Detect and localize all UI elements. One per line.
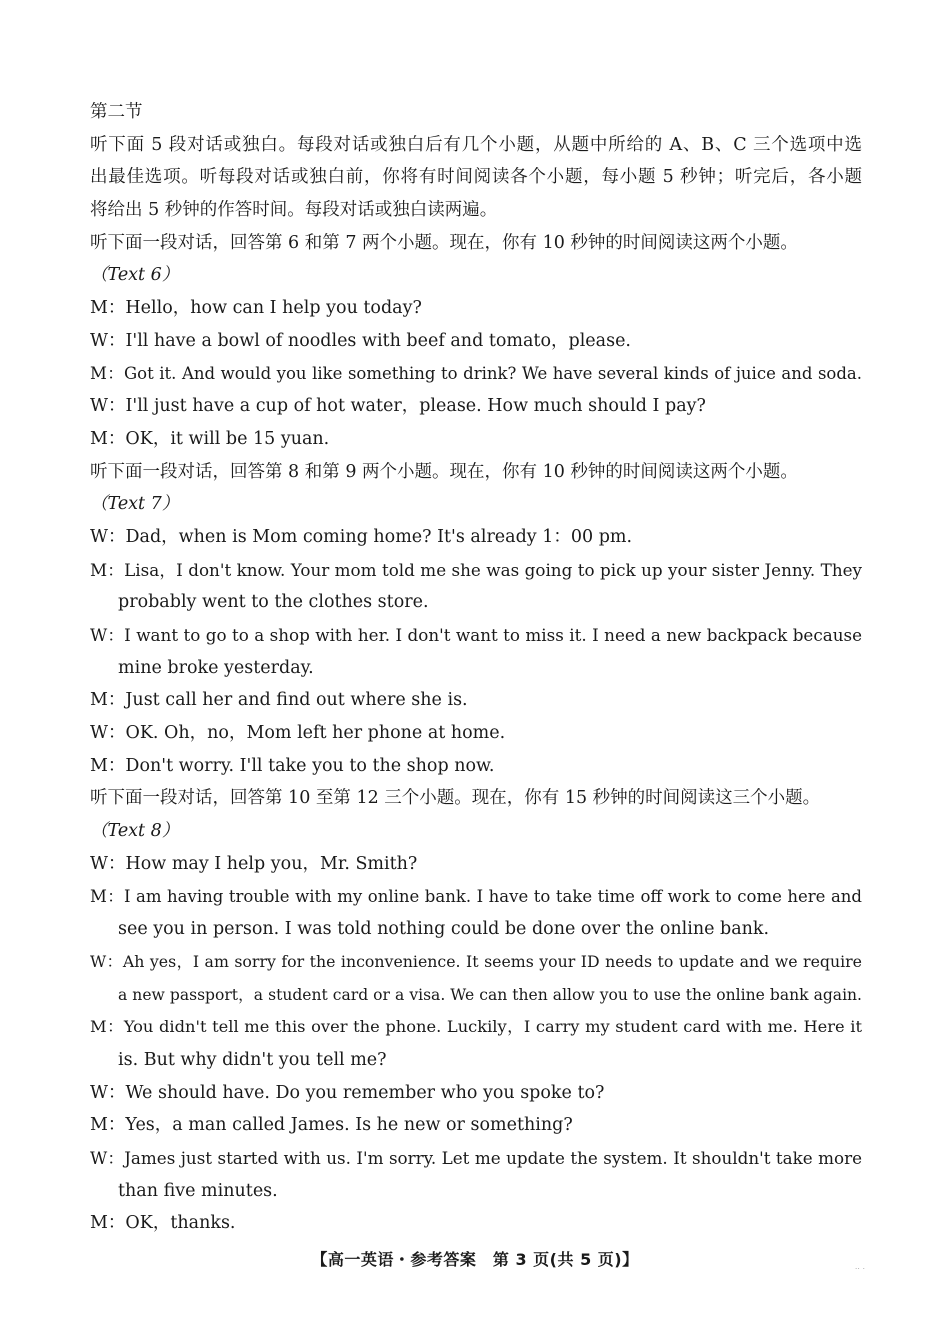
dialogue-line: W：We should have. Do you remember who you spoke to?: [90, 1082, 605, 1103]
dialogue-line: W：James just started with us. I'm sorry. Let me update the system. It shouldn't take more: [90, 1148, 862, 1168]
dialogue-line: M：You didn't tell me this over the phone. Luckily，I carry my student card with me. Here it: [90, 1017, 862, 1037]
dialogue-line: M：I am having trouble with my online bank. I have to take time off work to come here and: [90, 886, 862, 906]
dialogue-line-continued: than five minutes.: [118, 1180, 278, 1201]
dialogue-line-continued: mine broke yesterday.: [118, 657, 314, 678]
dialogue-line-continued: probably went to the clothes store.: [118, 592, 429, 613]
dialogue-line: W：I'll just have a cup of hot water，please. How much should I pay?: [90, 396, 706, 417]
text7-intro: 听下面一段对话，回答第 8 和第 9 两个小题。现在，你有 10 秒钟的时间阅读这两个小题。: [90, 461, 798, 482]
text8-label: （Text 8）: [90, 821, 180, 842]
scan-mark: .. .: [854, 1262, 865, 1271]
dialogue-line: M：Don't worry. I'll take you to the shop now.: [90, 755, 495, 776]
dialogue-line: M：Yes，a man called James. Is he new or something?: [90, 1115, 573, 1136]
instructions-line-1: 听下面 5 段对话或独白。每段对话或独白后有几个小题，从题中所给的 A、B、C 三个选项中选: [90, 134, 862, 155]
dialogue-line-continued: a new passport，a student card or a visa. We can then allow you to use the online bank again.: [118, 985, 862, 1004]
dialogue-line-continued: see you in person. I was told nothing could be done over the online bank.: [118, 919, 770, 940]
section-title: 第二节: [90, 102, 143, 122]
dialogue-line: W：OK. Oh，no，Mom left her phone at home.: [90, 723, 506, 744]
dialogue-line: W：I want to go to a shop with her. I don't want to miss it. I need a new backpack because: [90, 625, 862, 645]
text8-intro: 听下面一段对话，回答第 10 至第 12 三个小题。现在，你有 15 秒钟的时间阅读这三个小题。: [90, 788, 821, 809]
text7-label: （Text 7）: [90, 494, 180, 515]
dialogue-line: W：Dad，when is Mom coming home? It's already 1：00 pm.: [90, 526, 633, 547]
text6-label: （Text 6）: [90, 265, 180, 286]
dialogue-line-continued: is. But why didn't you tell me?: [118, 1049, 387, 1070]
dialogue-line: M：Lisa，I don't know. Your mom told me she was going to pick up your sister Jenny. They: [90, 559, 862, 580]
dialogue-line: M：OK，it will be 15 yuan.: [90, 428, 330, 449]
dialogue-line: M：Hello，how can I help you today?: [90, 298, 422, 319]
instructions-line-2: 出最佳选项。听每段对话或独白前，你将有时间阅读各个小题，每小题 5 秒钟；听完后，各小题: [90, 167, 862, 188]
instructions-line-3: 将给出 5 秒钟的作答时间。每段对话或独白读两遍。: [90, 200, 498, 221]
dialogue-line: M：Got it. And would you like something to drink? We have several kinds of juice and soda.: [90, 363, 862, 383]
document-body: [90, 96, 862, 1240]
page-footer: 【高一英语・参考答案 第 3 页(共 5 页)】: [311, 1250, 639, 1269]
dialogue-line: W：I'll have a bowl of noodles with beef and tomato，please.: [90, 330, 631, 351]
dialogue-line: W：Ah yes，I am sorry for the inconvenience. It seems your ID needs to update and we require: [90, 951, 862, 971]
dialogue-line: M：OK，thanks.: [90, 1213, 236, 1234]
dialogue-line: W：How may I help you，Mr. Smith?: [90, 853, 418, 874]
dialogue-line: M：Just call her and find out where she is.: [90, 690, 468, 711]
text6-intro: 听下面一段对话，回答第 6 和第 7 两个小题。现在，你有 10 秒钟的时间阅读这两个小题。: [90, 232, 798, 253]
